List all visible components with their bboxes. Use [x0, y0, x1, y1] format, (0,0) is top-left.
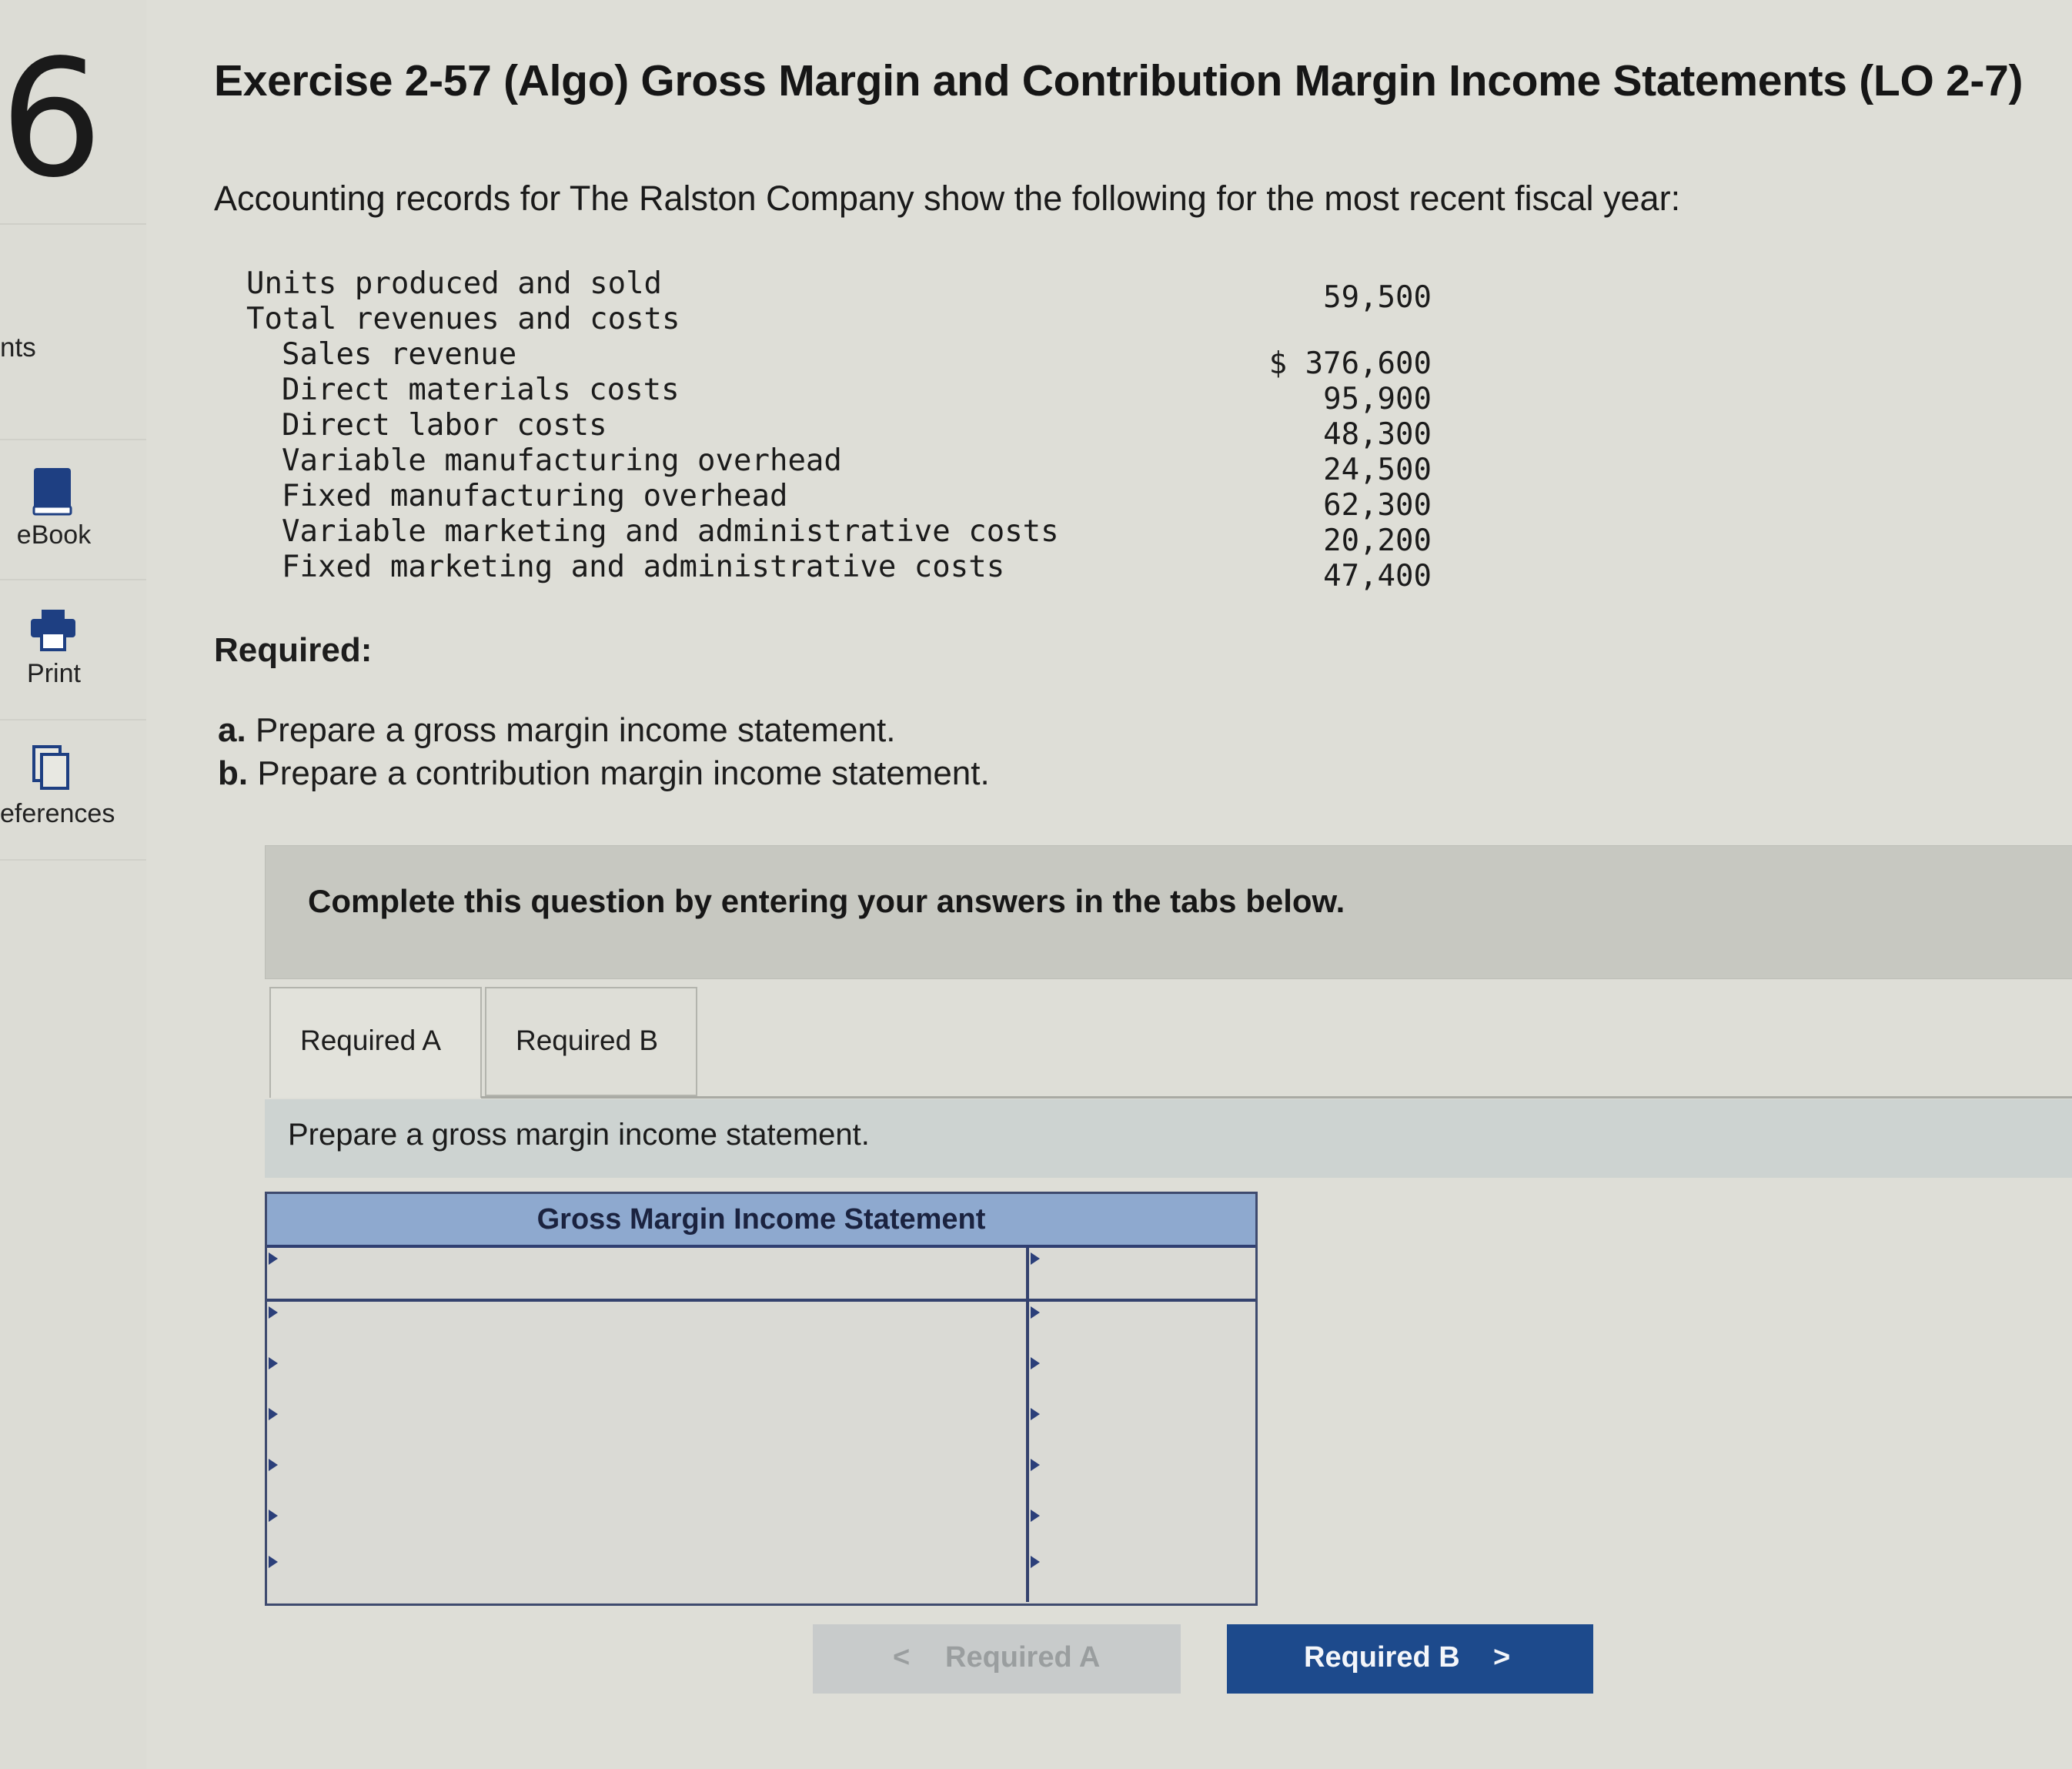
amount-input[interactable]	[1037, 1357, 1248, 1399]
label-input[interactable]	[275, 1408, 1018, 1450]
required-text: Prepare a gross margin income statement.	[255, 711, 896, 749]
income-statement-grid	[265, 1192, 1258, 1606]
amount-input[interactable]	[1037, 1459, 1248, 1500]
records-row	[246, 266, 1432, 315]
tab-required-a[interactable]	[269, 987, 482, 1098]
row-marker-icon	[1031, 1252, 1040, 1265]
prev-button-label: Required A	[945, 1641, 1101, 1674]
records-row	[246, 443, 1432, 487]
left-sidebar	[0, 0, 146, 1769]
record-label: Fixed marketing and administrative costs	[282, 550, 1005, 584]
row-marker-icon	[269, 1252, 278, 1265]
amount-input[interactable]	[1037, 1510, 1248, 1551]
amount-cell[interactable]	[1029, 1353, 1255, 1403]
record-label: Direct materials costs	[282, 373, 680, 407]
statement-row	[267, 1353, 1255, 1406]
record-label: Sales revenue	[282, 337, 517, 372]
record-value: 95,900	[1323, 382, 1432, 416]
amount-cell[interactable]	[1029, 1302, 1255, 1353]
references-label: eferences	[0, 799, 115, 828]
row-marker-icon	[269, 1306, 278, 1319]
record-label: Variable manufacturing overhead	[282, 443, 842, 478]
tab-label: Required B	[516, 1025, 659, 1056]
label-input[interactable]	[275, 1306, 1018, 1348]
label-input[interactable]	[275, 1252, 1018, 1294]
prompt-text: Prepare a gross margin income statement.	[288, 1118, 870, 1152]
row-marker-icon	[1031, 1556, 1040, 1568]
row-marker-icon	[269, 1556, 278, 1568]
label-input[interactable]	[275, 1556, 1018, 1597]
amount-cell[interactable]	[1029, 1505, 1255, 1556]
exercise-intro: Accounting records for The Ralston Company show the following for the most recent fiscal year:	[214, 179, 1681, 218]
chevron-left-icon: <	[893, 1641, 911, 1674]
references-button[interactable]	[0, 719, 146, 861]
amount-input[interactable]	[1037, 1556, 1248, 1597]
row-marker-icon	[269, 1357, 278, 1369]
banner-text: Complete this question by entering your answers in the tabs below.	[308, 883, 1345, 919]
printer-icon	[29, 608, 77, 651]
records-row	[246, 337, 1432, 381]
record-label: Fixed manufacturing overhead	[282, 479, 788, 513]
amount-input[interactable]	[1037, 1408, 1248, 1450]
references-icon	[31, 744, 75, 793]
tab-divider	[481, 1096, 2072, 1099]
record-value: 48,300	[1323, 417, 1432, 452]
row-marker-icon	[269, 1459, 278, 1471]
record-label: Total revenues and costs	[246, 302, 680, 336]
required-heading: Required:	[214, 631, 373, 669]
amount-cell[interactable]	[1029, 1248, 1255, 1299]
row-marker-icon	[1031, 1306, 1040, 1319]
record-label: Direct labor costs	[282, 408, 607, 443]
record-value: 59,500	[1323, 280, 1432, 315]
tab-prompt	[265, 1099, 2072, 1178]
record-label: Variable marketing and administrative costs	[282, 514, 1059, 549]
tab-label: Required A	[300, 1025, 442, 1056]
row-marker-icon	[1031, 1510, 1040, 1522]
print-label: Print	[27, 659, 81, 688]
previous-required-a-button[interactable]	[813, 1624, 1181, 1694]
statement-row	[267, 1551, 1255, 1602]
statement-row	[267, 1248, 1255, 1302]
required-item-b	[218, 754, 990, 793]
row-marker-icon	[269, 1408, 278, 1420]
print-button[interactable]	[0, 579, 146, 719]
sidebar-partial-label: nts	[0, 333, 36, 363]
tab-required-b[interactable]	[485, 987, 697, 1096]
amount-cell[interactable]	[1029, 1403, 1255, 1454]
records-row	[246, 514, 1432, 558]
label-cell[interactable]	[267, 1505, 1029, 1556]
row-marker-icon	[1031, 1357, 1040, 1369]
record-value: $ 376,600	[1268, 346, 1432, 381]
row-marker-icon	[1031, 1408, 1040, 1420]
label-cell[interactable]	[267, 1454, 1029, 1505]
amount-input[interactable]	[1037, 1306, 1248, 1348]
row-marker-icon	[1031, 1459, 1040, 1471]
label-input[interactable]	[275, 1459, 1018, 1500]
exercise-title: Exercise 2-57 (Algo) Gross Margin and Contribution Margin Income Statements (LO 2-7)	[214, 56, 2024, 105]
required-letter: a.	[218, 711, 246, 749]
amount-cell[interactable]	[1029, 1454, 1255, 1505]
ebook-button[interactable]	[0, 439, 146, 579]
statement-row	[267, 1403, 1255, 1457]
amount-input[interactable]	[1037, 1252, 1248, 1294]
book-icon	[31, 465, 74, 519]
label-cell[interactable]	[267, 1551, 1029, 1602]
record-label: Units produced and sold	[246, 266, 663, 301]
next-required-b-button[interactable]	[1227, 1624, 1593, 1694]
statement-title: Gross Margin Income Statement	[267, 1194, 1255, 1248]
records-row	[246, 302, 1432, 337]
required-letter: b.	[218, 754, 249, 792]
amount-cell[interactable]	[1029, 1551, 1255, 1602]
records-row	[246, 408, 1432, 452]
label-cell[interactable]	[267, 1302, 1029, 1353]
required-item-a	[218, 711, 895, 750]
label-cell[interactable]	[267, 1248, 1029, 1299]
record-value: 47,400	[1323, 559, 1432, 594]
required-text: Prepare a contribution margin income statement.	[257, 754, 990, 792]
instructions-banner	[265, 845, 2072, 979]
records-row	[246, 479, 1432, 523]
record-value: 62,300	[1323, 488, 1432, 523]
label-cell[interactable]	[267, 1403, 1029, 1454]
label-input[interactable]	[275, 1357, 1018, 1399]
statement-row	[267, 1454, 1255, 1508]
records-row	[246, 550, 1432, 594]
record-value: 20,200	[1323, 523, 1432, 558]
record-value: 24,500	[1323, 453, 1432, 487]
question-number: 6	[0, 15, 146, 225]
records-row	[246, 373, 1432, 416]
statement-row	[267, 1302, 1255, 1356]
label-cell[interactable]	[267, 1353, 1029, 1403]
chevron-right-icon: >	[1493, 1641, 1511, 1674]
next-button-label: Required B	[1304, 1641, 1460, 1674]
row-marker-icon	[269, 1510, 278, 1522]
label-input[interactable]	[275, 1510, 1018, 1551]
ebook-label: eBook	[16, 520, 92, 550]
